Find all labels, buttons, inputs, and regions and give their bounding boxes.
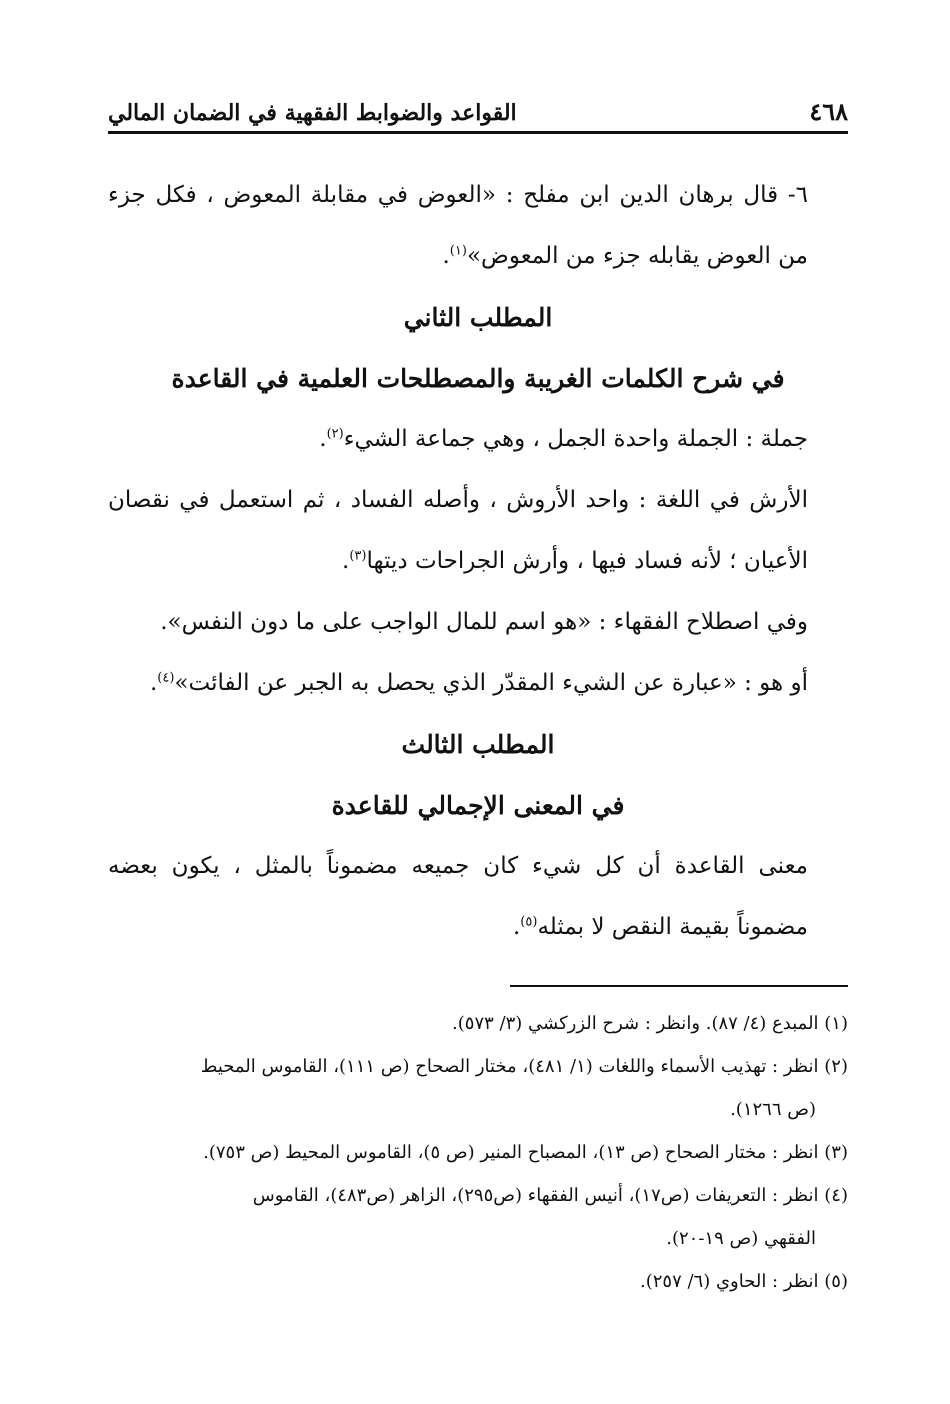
section-heading: المطلب الثاني — [403, 303, 553, 332]
paragraph-jumla — [108, 409, 848, 470]
section-subheading: في شرح الكلمات الغريبة والمصطلحات العلمية في القاعدة — [171, 364, 785, 393]
footnote-4-continuation: الفقهي (ص ١٩-٢٠). — [666, 1228, 816, 1249]
footnote-ref-4: (٤) — [157, 670, 175, 686]
header-rule — [108, 131, 848, 134]
period: . — [149, 670, 158, 696]
footnote-4: (٤) انظر : التعريفات (ص١٧)، أنيس الفقهاء (ص٢٩٥)، الزاهر (ص٤٨٣)، القاموس — [252, 1185, 848, 1206]
period: . — [512, 914, 521, 940]
page-number: ٤٦٨ — [809, 97, 848, 126]
paragraph-quote-ibn-muflih — [108, 165, 848, 287]
section-subheading: في المعنى الإجمالي للقاعدة — [331, 791, 625, 820]
paragraph-arsh-terminology: وفي اصطلاح الفقهاء : «هو اسم للمال الواجب على ما دون النفس». — [160, 609, 808, 635]
footnote-3: (٣) انظر : مختار الصحاح (ص ١٣)، المصباح المنير (ص ٥)، القاموس المحيط (ص ٧٥٣). — [203, 1142, 848, 1163]
paragraph-text: أو هو : «عبارة عن الشيء المقدّر الذي يحصل به الجبر عن الفائت» — [174, 670, 808, 696]
footnote-5: (٥) انظر : الحاوي (٦/ ٢٥٧). — [639, 1271, 848, 1292]
paragraph-text: معنى القاعدة أن كل شيء كان جميعه مضموناً بالمثل ، يكون بعضه مضموناً بقيمة النقص لا بمثله — [108, 853, 808, 940]
paragraph-arsh-language — [108, 470, 848, 592]
section-heading: المطلب الثالث — [401, 730, 555, 759]
footnote-ref-5: (٥) — [520, 914, 538, 930]
paragraph-general-meaning — [108, 836, 848, 958]
footnote-separator — [510, 985, 848, 987]
paragraph-text: الأرش في اللغة : واحد الأروش ، وأصله الفساد ، ثم استعمل في نقصان الأعيان ؛ لأنه فساد فيها ، وأرش الجراحات ديتها — [108, 487, 808, 574]
footnote-2: (٢) انظر : تهذيب الأسماء واللغات (١/ ٤٨١)، مختار الصحاح (ص ١١١)، القاموس المحيط — [200, 1056, 848, 1077]
footnote-2-continuation: (ص ١٢٦٦). — [730, 1099, 816, 1120]
running-title: القواعد والضوابط الفقهية في الضمان المالي — [108, 100, 517, 126]
paragraph-text: ٦- قال برهان الدين ابن مفلح : «العوض في مقابلة المعوض ، فكل جزء من العوض يقابله جزء من المعوض» — [108, 182, 808, 269]
paragraph-arsh-definition — [108, 653, 848, 714]
page-header — [108, 86, 848, 126]
footnotes — [108, 1005, 848, 1306]
footnote-1: (١) المبدع (٤/ ٨٧). وانظر : شرح الزركشي (٣/ ٥٧٣). — [452, 1013, 848, 1034]
period: . — [342, 548, 350, 574]
footnote-ref-2: (٢) — [326, 426, 344, 442]
footnote-ref-3: (٣) — [349, 548, 367, 564]
period: . — [319, 426, 327, 452]
footnote-ref-1: (١) — [449, 243, 467, 259]
period: . — [442, 243, 450, 269]
paragraph-text: جملة : الجملة واحدة الجمل ، وهي جماعة الشيء — [343, 426, 808, 452]
main-text — [108, 165, 848, 958]
